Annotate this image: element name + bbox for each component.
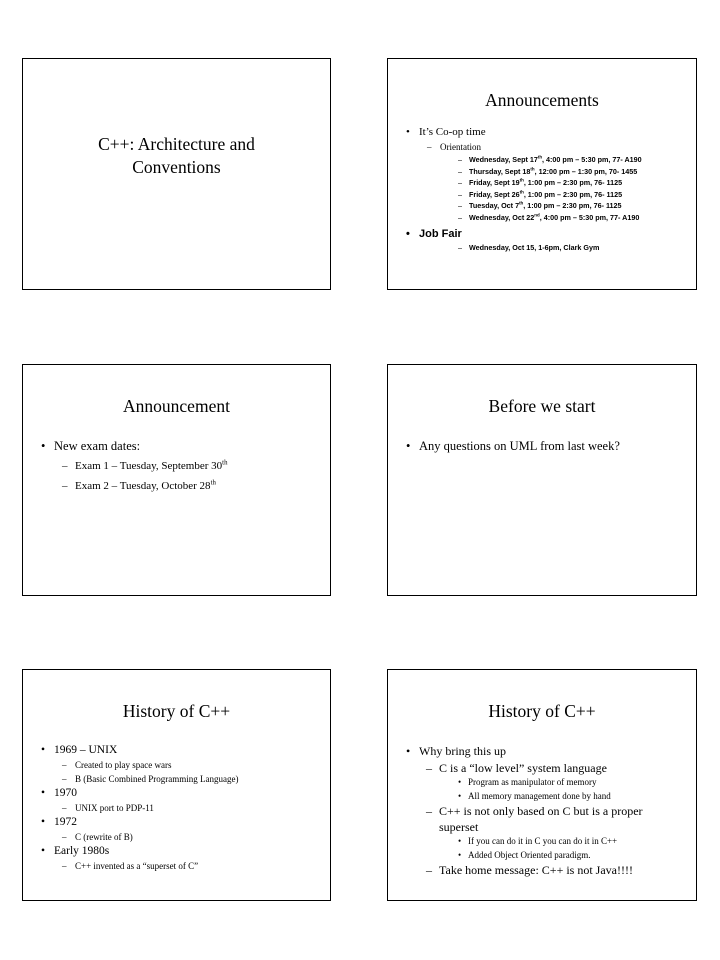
bullet-list: [23, 722, 330, 873]
slide-1: [22, 58, 331, 290]
session-item: – Wednesday, Sept 17th, 4:00 pm – 5:30 pm, 77- A190: [406, 155, 684, 166]
sub-bullet-exam-1: – Exam 1 – Tuesday, September 30th: [41, 458, 318, 475]
title-line-2: Conventions: [132, 157, 221, 177]
sub-bullet: – B (Basic Combined Programming Language): [41, 772, 318, 786]
slide-6: [387, 669, 697, 901]
bullet-list: [23, 417, 330, 495]
sub-bullet: – Created to play space wars: [41, 758, 318, 772]
bullet-exam-dates: • New exam dates:: [41, 437, 318, 455]
session-item: – Thursday, Sept 18th, 12:00 pm – 1:30 pm, 70- 1455: [406, 167, 684, 178]
bullet-job-fair: • Job Fair: [406, 227, 684, 242]
bullet-list: [388, 722, 696, 878]
sub-sub-bullet: • All memory management done by hand: [406, 790, 684, 804]
sub-sub-bullet: • Added Object Oriented paradigm.: [406, 849, 684, 863]
slide-5: [22, 669, 331, 901]
sub-bullet: – C++ invented as a “superset of C”: [41, 859, 318, 873]
session-item: – Friday, Sept 19th, 1:00 pm – 2:30 pm, 76- 1125: [406, 178, 684, 189]
bullet-1972: • 1972: [41, 815, 318, 830]
sub-bullet-orientation: – Orientation: [406, 140, 684, 154]
bullet-early-1980s: • Early 1980s: [41, 844, 318, 859]
slide-title: Announcements: [485, 90, 599, 110]
session-item: – Wednesday, Oct 22nd, 4:00 pm – 5:30 pm, 77- A190: [406, 213, 684, 224]
slide-title: Before we start: [488, 396, 596, 416]
session-item: – Tuesday, Oct 7th, 1:00 pm – 2:30 pm, 76- 1125: [406, 201, 684, 212]
bullet-list: [388, 417, 696, 455]
job-fair-details: – Wednesday, Oct 15, 1-6pm, Clark Gym: [406, 243, 684, 254]
sub-bullet-exam-2: – Exam 2 – Tuesday, October 28th: [41, 478, 318, 495]
slide-title: History of C++: [122, 701, 231, 721]
slide-title: [23, 133, 330, 179]
sub-bullet: – UNIX port to PDP-11: [41, 801, 318, 815]
sub-bullet: – Take home message: C++ is not Java!!!!: [406, 862, 684, 878]
title-line-1: C++: Architecture and: [98, 134, 255, 154]
bullet-1969: • 1969 – UNIX: [41, 743, 318, 758]
slide-2: [387, 58, 697, 290]
slide-title: Announcement: [123, 396, 230, 416]
slide-title: History of C++: [488, 701, 596, 721]
bullet-coop: • It’s Co-op time: [406, 125, 684, 140]
bullet-uml-questions: • Any questions on UML from last week?: [406, 437, 684, 455]
sub-sub-bullet: • If you can do it in C you can do it in C++: [406, 835, 684, 849]
bullet-list: [388, 111, 696, 254]
bullet-why: • Why bring this up: [406, 743, 684, 760]
slide-4: [387, 364, 697, 596]
sub-bullet: – C++ is not only based on C but is a proper superset: [406, 803, 684, 835]
sub-bullet: – C (rewrite of B): [41, 830, 318, 844]
sub-sub-bullet: • Program as manipulator of memory: [406, 776, 684, 790]
session-item: – Friday, Sept 26th, 1:00 pm – 2:30 pm, 76- 1125: [406, 190, 684, 201]
bullet-1970: • 1970: [41, 786, 318, 801]
slide-3: [22, 364, 331, 596]
sub-bullet: – C is a “low level” system language: [406, 760, 684, 776]
